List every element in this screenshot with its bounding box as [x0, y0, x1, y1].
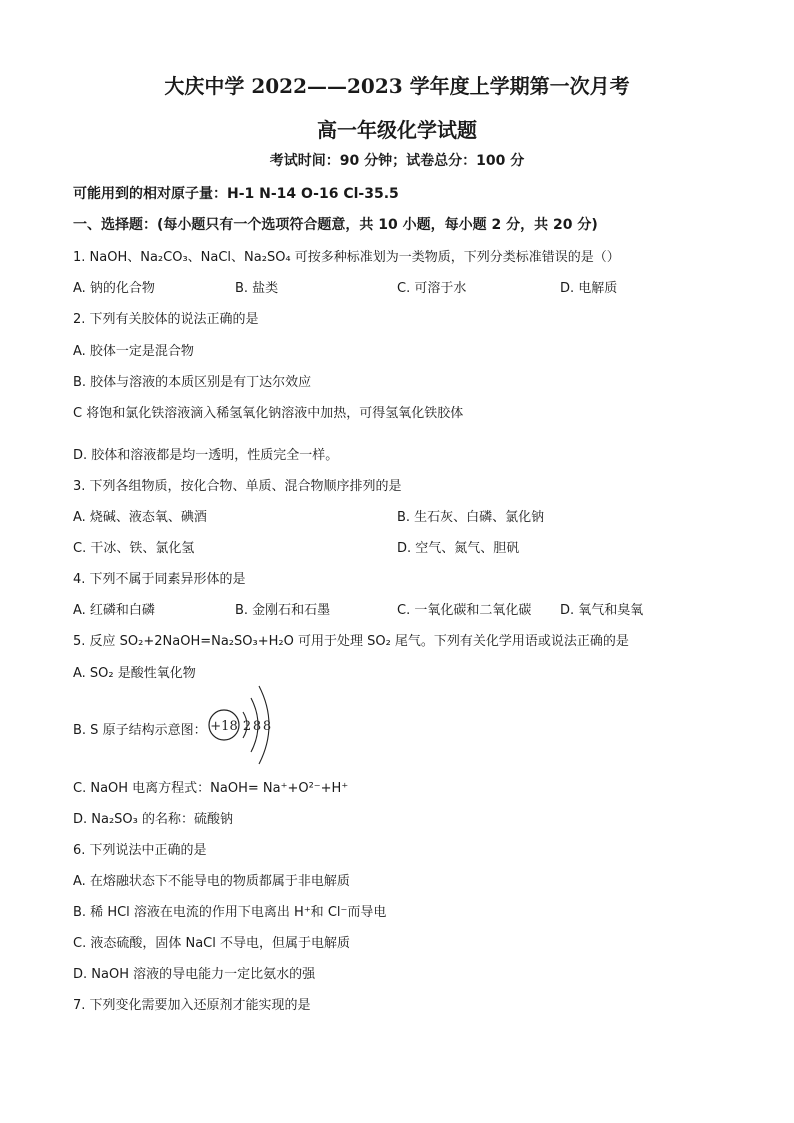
exam-subtitle: 高一年级化学试题	[317, 118, 477, 142]
shell-3-electrons: 8	[262, 719, 272, 734]
q2-option-d: D. 胶体和溶液都是均一透明，性质完全一样。	[73, 448, 339, 463]
q6-option-c: C. 液态硫酸，固体 NaCl 不导电，但属于电解质	[73, 936, 350, 951]
q1-option-c: C. 可溶于水	[397, 281, 467, 296]
atomic-masses: 可能用到的相对原子量：H-1 N-14 O-16 Cl-35.5	[73, 186, 399, 202]
nucleus-charge: +18	[210, 719, 238, 734]
q4-option-b: B. 金刚石和石墨	[235, 603, 331, 618]
q4-option-c: C. 一氧化碳和二氧化碳	[397, 603, 532, 618]
q5-option-b: B. S 原子结构示意图：	[73, 723, 207, 738]
question-5-stem: 5. 反应 SO₂+2NaOH=Na₂SO₃+H₂O 可用于处理 SO₂ 尾气。下列有关化学用语或说法正确的是	[73, 634, 629, 649]
q5-option-c: C. NaOH 电离方程式：NaOH= Na⁺+O²⁻+H⁺	[73, 781, 349, 796]
q2-option-a: A. 胶体一定是混合物	[73, 344, 194, 359]
q1-option-a: A. 钠的化合物	[73, 281, 155, 296]
q5-option-d: D. Na₂SO₃ 的名称：硫酸钠	[73, 812, 234, 827]
q2-option-b: B. 胶体与溶液的本质区别是有丁达尔效应	[73, 375, 312, 390]
q3-option-a: A. 烧碱、液态氧、碘酒	[73, 510, 207, 525]
sulfur-atom-structure-diagram	[203, 682, 283, 768]
q6-option-b: B. 稀 HCl 溶液在电流的作用下电离出 H⁺和 Cl⁻而导电	[73, 905, 387, 920]
q3-option-d: D. 空气、氮气、胆矾	[397, 541, 520, 556]
q6-option-a: A. 在熔融状态下不能导电的物质都属于非电解质	[73, 874, 350, 889]
q3-option-c: C. 干冰、铁、氯化氢	[73, 541, 195, 556]
question-2-stem: 2. 下列有关胶体的说法正确的是	[73, 312, 259, 327]
q6-option-d: D. NaOH 溶液的导电能力一定比氨水的强	[73, 967, 316, 982]
q4-option-d: D. 氧气和臭氧	[560, 603, 644, 618]
q5-option-a: A. SO₂ 是酸性氧化物	[73, 666, 196, 681]
q3-option-b: B. 生石灰、白磷、氯化钠	[397, 510, 545, 525]
exam-title: 大庆中学 2022——2023 学年度上学期第一次月考	[164, 74, 630, 98]
q2-option-c: C 将饱和氯化铁溶液滴入稀氢氧化钠溶液中加热，可得氢氧化铁胶体	[73, 406, 464, 421]
question-6-stem: 6. 下列说法中正确的是	[73, 843, 207, 858]
question-7-stem: 7. 下列变化需要加入还原剂才能实现的是	[73, 998, 311, 1013]
q1-option-d: D. 电解质	[560, 281, 618, 296]
shell-2-electrons: 8	[252, 719, 262, 734]
question-1-stem: 1. NaOH、Na₂CO₃、NaCl、Na₂SO₄ 可按多种标准划为一类物质，下列分类标准错误的是（）	[73, 250, 620, 265]
question-4-stem: 4. 下列不属于同素异形体的是	[73, 572, 246, 587]
exam-info: 考试时间：90 分钟；试卷总分：100 分	[269, 153, 525, 169]
q4-option-a: A. 红磷和白磷	[73, 603, 155, 618]
shell-1-electrons: 2	[242, 719, 252, 734]
section-title: 一、选择题：(每小题只有一个选项符合题意，共 10 小题，每小题 2 分，共 20 分)	[73, 217, 598, 233]
question-3-stem: 3. 下列各组物质，按化合物、单质、混合物顺序排列的是	[73, 479, 402, 494]
q1-option-b: B. 盐类	[235, 281, 279, 296]
